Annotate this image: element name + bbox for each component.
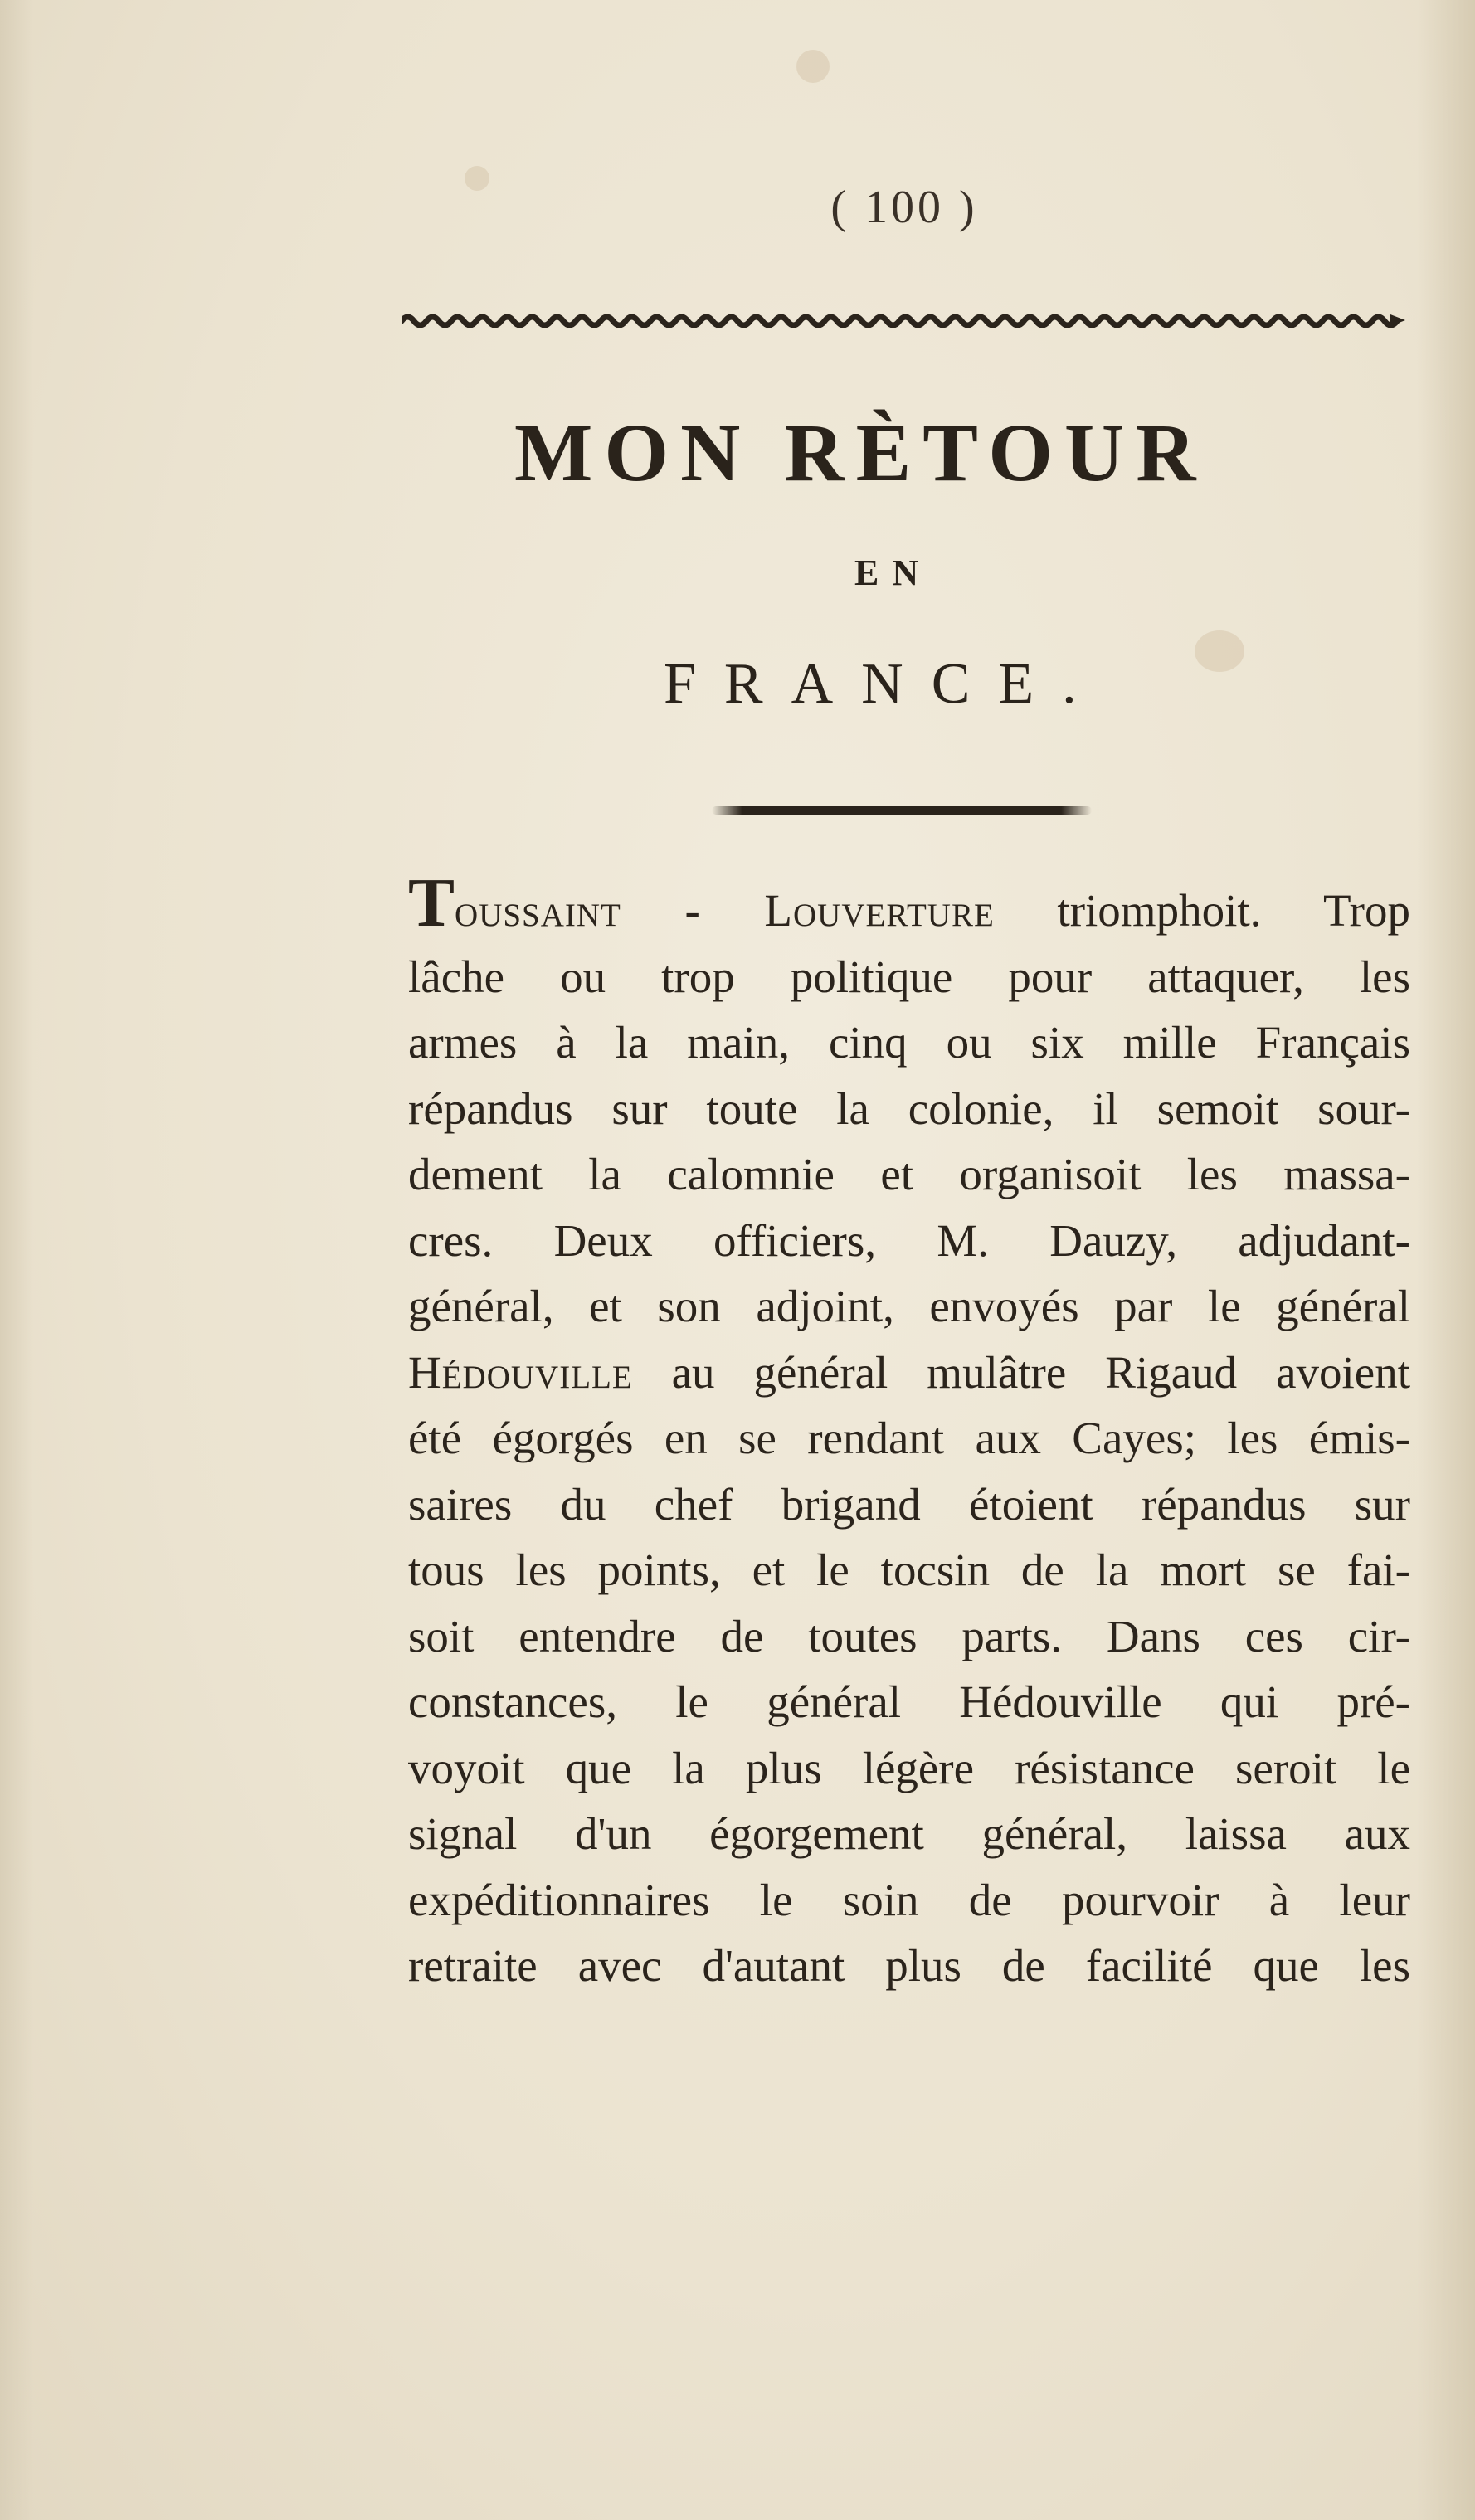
text-line bbox=[408, 1340, 1410, 1406]
text-line: voyoit que la plus légère résistance seroit le bbox=[408, 1742, 1410, 1793]
text-fragment: au général mulâtre Rigaud avoient bbox=[671, 1346, 1410, 1398]
paper-stain bbox=[796, 50, 830, 83]
text-line: général, et son adjoint, envoyés par le général bbox=[408, 1281, 1410, 1331]
body-text bbox=[408, 864, 1410, 1999]
text-line: saires du chef brigand étoient répandus sur bbox=[408, 1478, 1410, 1530]
text-line: expéditionnaires le soin de pourvoir à leur bbox=[408, 1874, 1410, 1925]
paper-stain bbox=[465, 166, 489, 191]
decorative-border-ornament bbox=[402, 311, 1405, 329]
text-line: dement la calomnie et organisoit les massa- bbox=[408, 1149, 1410, 1199]
text-line: lâche ou trop politique pour attaquer, les bbox=[408, 951, 1410, 1002]
text-line: été égorgés en se rendant aux Cayes; les émis- bbox=[408, 1413, 1410, 1463]
text-line bbox=[408, 864, 1410, 944]
person-name: oussaint - Louverture bbox=[455, 885, 995, 936]
page-right-edge-shadow bbox=[1417, 0, 1475, 2520]
text-line: tous les points, et le tocsin de la mort se fai- bbox=[408, 1545, 1410, 1595]
text-line: répandus sur toute la colonie, il semoit sour- bbox=[408, 1082, 1410, 1134]
text-line: cres. Deux officiers, M. Dauzy, adjudant- bbox=[408, 1214, 1410, 1266]
page-left-edge-shadow bbox=[0, 0, 33, 2520]
text-line: constances, le général Hédouville qui pré- bbox=[408, 1676, 1410, 1727]
paper-stain bbox=[1195, 630, 1244, 672]
text-line: retraite avec d'autant plus de facilité que les bbox=[408, 1940, 1410, 1991]
text-line: soit entendre de toutes parts. Dans ces cir- bbox=[408, 1610, 1410, 1661]
drop-cap: T bbox=[408, 864, 455, 941]
chapter-title-line-1: MON RÈTOUR bbox=[514, 406, 1208, 499]
text-fragment: triomphoit. Trop bbox=[1057, 885, 1410, 936]
title-divider-rule bbox=[712, 806, 1092, 815]
person-name: Hédouville bbox=[408, 1346, 633, 1398]
text-line: signal d'un égorgement général, laissa aux bbox=[408, 1808, 1410, 1859]
text-line: armes à la main, cinq ou six mille Français bbox=[408, 1017, 1410, 1068]
chapter-title-line-2: EN bbox=[854, 552, 932, 593]
chapter-title-line-3: FRANCE. bbox=[664, 652, 1105, 716]
page-number: ( 100 ) bbox=[830, 182, 978, 233]
